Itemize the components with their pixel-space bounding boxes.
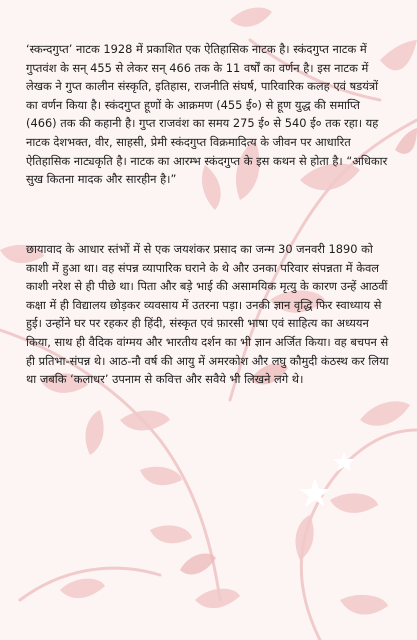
paragraph-jaishankar-prasad: छायावाद के आधार स्तंभों में से एक जयशंकर प्रसाद का जन्म 30 जनवरी 1890 को काशी में हुआ था। वह संपन्न व्यापारिक घराने के थे और उनका परिवार संपन्नता में केवल काशी नरेश से ही पीछे था। पिता और बड़े भाई की असामयिक मृत्यु के कारण उन्हें आठवीं कक्षा में ही विद्यालय छोड़कर व्यवसाय में उतरना पड़ा। उनकी ज्ञान वृद्धि फिर स्वाध्याय से हुई। उन्होंने घर पर रहकर ही हिंदी, संस्कृत एवं फ़ारसी भाषा एवं साहित्य का अध्ययन किया, साथ ही वैदिक वांग्मय और भारतीय दर्शन का भी ज्ञान अर्जित किया। वह बचपन से ही प्रतिभा-संपन्न थे। आठ-नौ वर्ष की आयु में अमरकोश और लघु कौमुदी कंठस्थ कर लिया था जबकि ‘कलाधर’ उपनाम से कवित्त और सवैये भी लिखने लगे थे। [26, 242, 389, 387]
paragraph-skandagupta: ‘स्कन्दगुप्त’ नाटक 1928 में प्रकाशित एक ऐतिहासिक नाटक है। स्कंदगुप्त नाटक में गुप्तवंश के सन् 455 से लेकर सन् 466 तक के 11 वर्षों का वर्णन है। इस नाटक में लेखक ने गुप्त कालीन संस्कृति, इतिहास, राजनीति संघर्ष, पारिवारिक कलह एवं षडयंत्रों का वर्णन किया है। स्कंदगुप्त हूणों के आक्रमण (455 ई०) से हूण युद्ध की समाप्ति (466) तक की कहानी है। गुप्त राजवंश का समय 275 ई० से 540 ई० तक रहा। यह नाटक देशभक्त, वीर, साहसी, प्रेमी स्कंदगुप्त विक्रमादित्य के जीवन पर आधारित ऐतिहासिक नाट्यकृति है। नाटक का आरम्भ स्कंदगुप्त के इस कथन से होता है। “अधिकार सुख कितना मादक और सारहीन है।” [26, 42, 388, 187]
